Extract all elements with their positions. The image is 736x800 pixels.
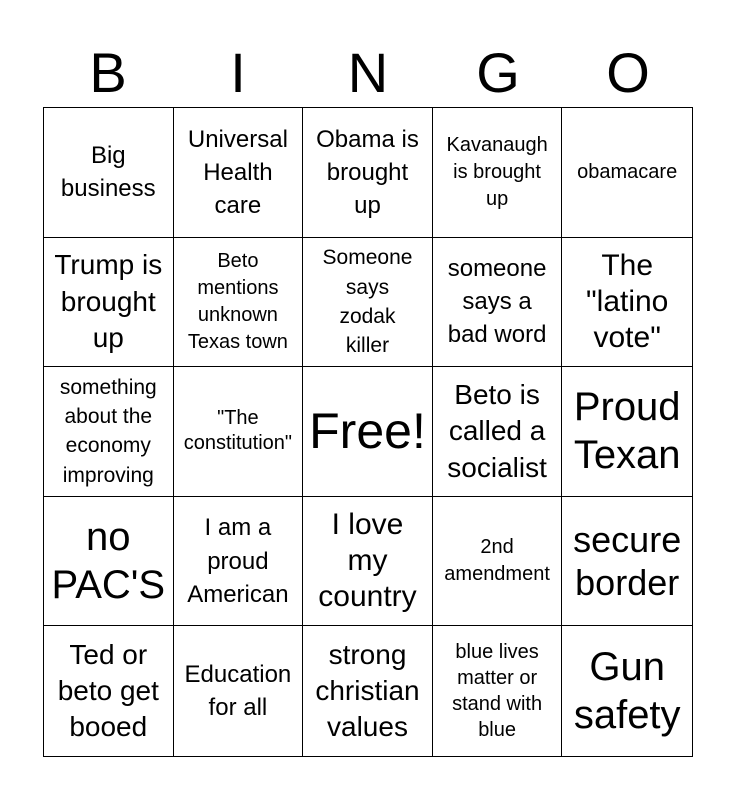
cell-text: someone says a bad word (447, 255, 547, 349)
cell-text: something about the economy improving (59, 375, 157, 487)
cell-text: The "latino vote" (586, 248, 669, 354)
bingo-cell[interactable] (44, 238, 174, 368)
header-letter-n: N (347, 41, 389, 104)
cell-text: blue lives matter or stand with blue (452, 641, 543, 742)
bingo-cell[interactable] (303, 238, 433, 368)
bingo-cell[interactable] (174, 367, 304, 497)
free-space-label: Free! (309, 402, 426, 459)
bingo-cell[interactable] (433, 238, 563, 368)
cell-text: strong christian values (315, 638, 420, 743)
cell-text: Universal Health care (187, 125, 288, 219)
header-letter-b: B (89, 41, 127, 104)
bingo-cell[interactable] (174, 497, 304, 627)
cell-text: 2nd amendment (444, 536, 550, 586)
cell-text: I am a proud American (187, 514, 289, 608)
cell-text: secure border (573, 518, 682, 604)
cell-text: Trump is brought up (54, 249, 163, 354)
bingo-cell[interactable] (562, 626, 692, 756)
bingo-cell[interactable] (562, 238, 692, 368)
cell-text: Someone says zodak killer (322, 246, 413, 358)
bingo-cell[interactable] (562, 497, 692, 627)
cell-text: Ted or beto get booed (57, 638, 159, 743)
bingo-cell[interactable] (433, 626, 563, 756)
bingo-cell[interactable] (433, 497, 563, 627)
header-letter-o: O (606, 41, 650, 104)
bingo-cell[interactable] (562, 108, 692, 238)
bingo-cell[interactable] (303, 626, 433, 756)
header-letter-g: G (476, 41, 520, 104)
cell-text: Beto mentions unknown Texas town (187, 249, 288, 353)
bingo-cell[interactable] (44, 626, 174, 756)
cell-text: Kavanaugh is brought up (446, 133, 548, 210)
bingo-cell[interactable] (303, 497, 433, 627)
bingo-cell[interactable] (433, 367, 563, 497)
bingo-cell[interactable] (562, 367, 692, 497)
cell-text: Beto is called a socialist (447, 378, 547, 483)
bingo-cell[interactable] (303, 108, 433, 238)
bingo-cell[interactable] (174, 626, 304, 756)
header-letter-i: I (230, 41, 246, 104)
cell-text: Proud Texan (573, 385, 681, 478)
bingo-header (43, 38, 693, 108)
cell-text: no PAC'S (51, 515, 166, 608)
cell-text: Gun safety (573, 645, 681, 738)
bingo-cell[interactable] (174, 108, 304, 238)
free-space[interactable] (303, 367, 433, 497)
bingo-board (43, 107, 693, 757)
cell-text: "The constitution" (183, 407, 293, 455)
cell-text: Big business (60, 142, 156, 203)
cell-text: obamacare (577, 160, 678, 183)
bingo-cell[interactable] (433, 108, 563, 238)
bingo-cell[interactable] (44, 497, 174, 627)
bingo-cell[interactable] (44, 108, 174, 238)
cell-text: I love my country (318, 508, 417, 614)
bingo-cell[interactable] (174, 238, 304, 368)
cell-text: Obama is brought up (316, 125, 419, 219)
cell-text: Education for all (184, 661, 292, 722)
bingo-cell[interactable] (44, 367, 174, 497)
